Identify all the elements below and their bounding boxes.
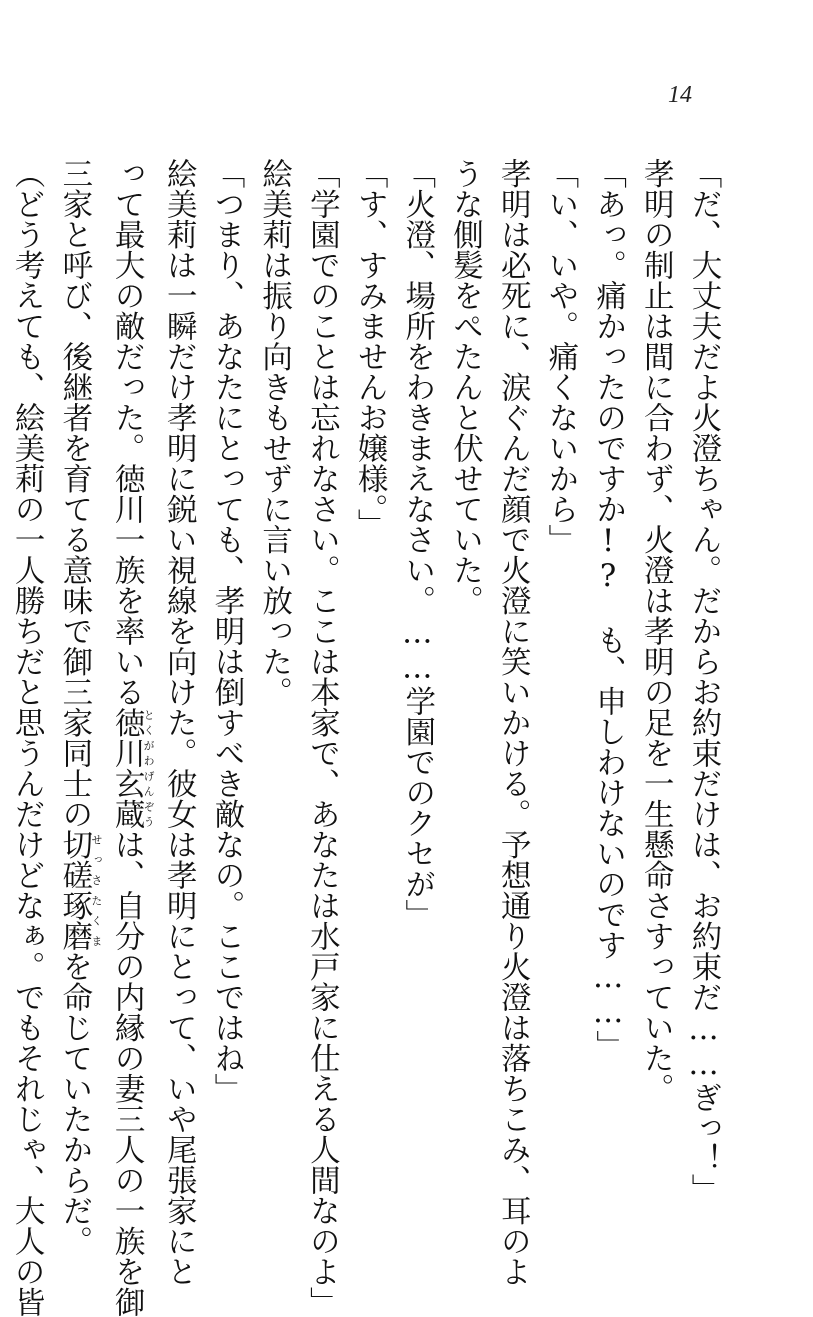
ruby-genzou-base: 徳川玄蔵 xyxy=(109,707,145,829)
text-line-2: 孝明の制止は間に合わず、火澄は孝明の足を一生懸命さすっていた。 xyxy=(638,158,674,1104)
text-line-13-b: は、自分の内縁の妻三人の一族を御 xyxy=(109,829,145,1317)
ruby-takuma-reading: たくま xyxy=(89,890,103,951)
text-line-14-a: 三家と呼び、後継者を育てる意味で御三家同士の xyxy=(56,158,92,829)
text-line-10: 絵美莉は振り向きもせずに言い放った。 xyxy=(256,158,292,707)
ruby-sessa xyxy=(56,829,103,890)
text-line-15: （どう考えても、絵美莉の一人勝ちだと思うんだけどなぁ。でもそれじゃ、大人の皆 xyxy=(9,158,45,1317)
vertical-body-text xyxy=(9,158,727,1317)
ruby-takuma xyxy=(56,890,103,951)
text-line-14-b: を命じていたからだ。 xyxy=(56,951,92,1256)
text-line-5: 孝明は必死に、涙ぐんだ顔で火澄に笑いかける。予想通り火澄は落ちこみ、耳のよ xyxy=(495,158,531,1287)
text-line-9: 「学園でのことは忘れなさい。ここは本家で、あなたは水戸家に仕える人間なのよ」 xyxy=(304,158,340,1317)
text-line-12 xyxy=(155,158,203,1287)
text-line-14 xyxy=(50,158,103,1256)
page-number: 14 xyxy=(668,82,692,108)
text-line-11: 「つまり、あなたにとっても、孝明は倒すべき敵なの。ここではね」 xyxy=(208,158,244,1104)
text-line-13 xyxy=(102,158,156,1317)
ruby-genzou-reading: とくがわげんぞう xyxy=(142,707,156,829)
text-line-1: 「だ、大丈夫だよ火澄ちゃん。だからお約束だけは、お約束だ……ぎっ！」 xyxy=(686,158,721,1204)
ruby-sessa-reading: せっさ xyxy=(89,829,103,890)
ruby-sessa-base: 切磋 xyxy=(56,829,92,890)
text-line-7: 「火澄、場所をわきまえなさい。……学園でのクセが」 xyxy=(399,158,435,930)
text-line-6: うな側髪をぺたんと伏せていた。 xyxy=(447,158,483,616)
ruby-takuma-base: 琢磨 xyxy=(56,890,92,951)
text-line-12-a: 絵美莉は一瞬だけ孝明に鋭い視線を向けた。彼女は孝明にとって、いや尾張家にと xyxy=(161,158,197,1287)
ruby-genzou xyxy=(109,707,156,829)
text-line-8: 「す、すみませんお嬢様。」 xyxy=(352,158,388,540)
text-line-13-a: って最大の敵だった。徳川一族を率いる xyxy=(109,158,145,707)
text-line-4: 「い、いや。痛くないから」 xyxy=(542,158,578,555)
text-line-3: 「あっ。痛かったのですか!? も、申しわけないのです……」 xyxy=(590,158,626,1061)
